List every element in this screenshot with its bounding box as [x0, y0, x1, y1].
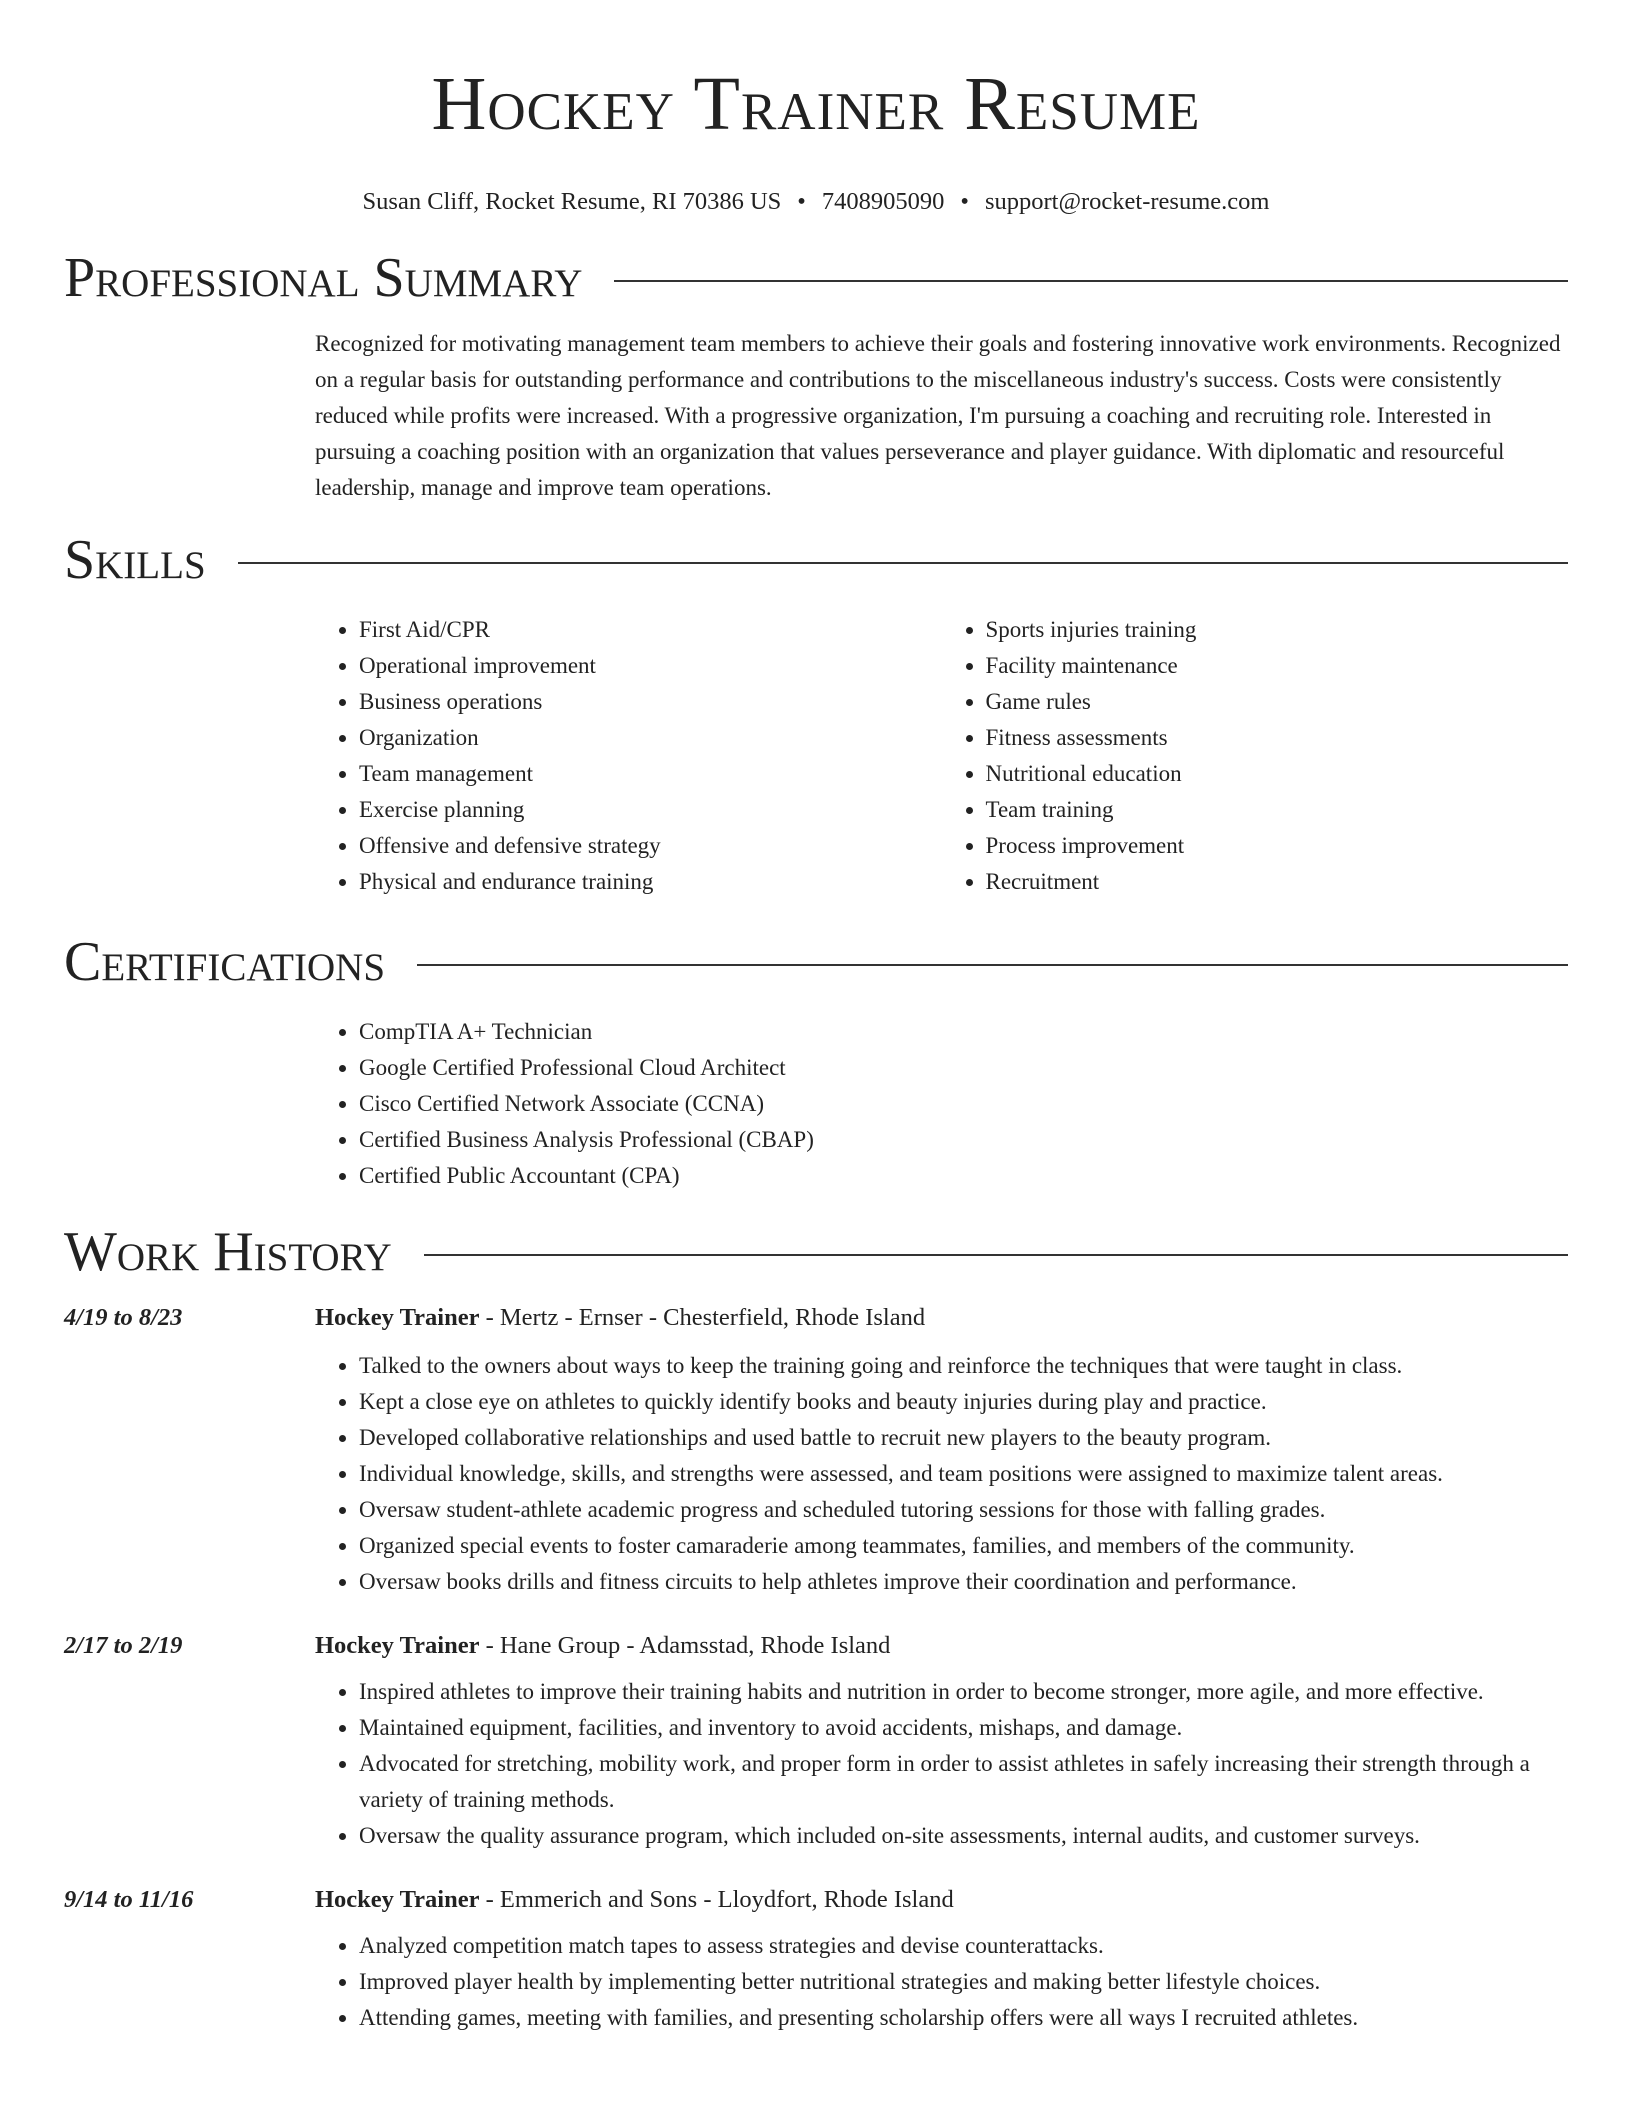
skills-list-right — [942, 612, 1569, 900]
certification-item: • Certified Business Analysis Professional (CBAP) — [359, 1122, 1568, 1158]
skill-item: • Operational improvement — [359, 648, 942, 684]
job-bullet: • Analyzed competition match tapes to assess strategies and devise counterattacks. — [359, 1928, 1568, 1964]
job-title: Hockey Trainer — [315, 1632, 480, 1659]
job-bullet-list — [315, 1928, 1568, 2036]
section-divider — [417, 964, 1568, 966]
skill-item: • Recruitment — [986, 864, 1569, 900]
certifications-list — [315, 1014, 1568, 1194]
certification-item: • Google Certified Professional Cloud Architect — [359, 1050, 1568, 1086]
skill-item: • Exercise planning — [359, 792, 942, 828]
skills-grid — [315, 612, 1568, 900]
skill-item: • First Aid/CPR — [359, 612, 942, 648]
contact-separator: • — [797, 188, 806, 215]
job-bullet: • Oversaw student-athlete academic progress and scheduled tutoring sessions for those with falling grades. — [359, 1492, 1568, 1528]
skills-list-left — [315, 612, 942, 900]
job-bullet: • Oversaw books drills and fitness circuits to help athletes improve their coordination and performance. — [359, 1564, 1568, 1600]
skill-item: • Facility maintenance — [986, 648, 1569, 684]
certifications-section-header — [64, 930, 1568, 994]
job-bullet: • Kept a close eye on athletes to quickly identify books and beauty injuries during play and practice. — [359, 1384, 1568, 1420]
summary-text: Recognized for motivating management team members to achieve their goals and fostering innovative work environments. Recognized on a regular basis for outstanding performance and contributions to the miscellaneous industry's success. Costs were consistently reduced while profits were increased. With a progressive organization, I'm pursuing a coaching and recruiting role. Interested in pursuing a coaching position with an organization that values perseverance and player guidance. With diplomatic and resourceful leadership, manage and improve team operations. — [315, 331, 1561, 500]
job-header — [64, 1304, 1568, 1332]
skill-item: • Physical and endurance training — [359, 864, 942, 900]
skill-item: • Business operations — [359, 684, 942, 720]
job-bullet: • Advocated for stretching, mobility work, and proper form in order to assist athletes in safely increasing their strength through a variety of training methods. — [359, 1746, 1568, 1818]
job-bullet: • Maintained equipment, facilities, and inventory to avoid accidents, mishaps, and damage. — [359, 1710, 1568, 1746]
certifications-heading: Certifications — [64, 931, 386, 993]
skill-item: • Process improvement — [986, 828, 1569, 864]
skills-section-header — [64, 528, 1568, 592]
job-dates: 9/14 to 11/16 — [64, 1886, 194, 1913]
summary-heading: Professional Summary — [64, 247, 583, 309]
certification-item: • CompTIA A+ Technician — [359, 1014, 1568, 1050]
job-title-line — [315, 1632, 890, 1660]
job-bullet: • Inspired athletes to improve their training habits and nutrition in order to become stronger, more agile, and more effective. — [359, 1674, 1568, 1710]
skill-item: • Team management — [359, 756, 942, 792]
job-employer: - Hane Group - Adamsstad, Rhode Island — [479, 1632, 891, 1659]
job-entry — [64, 1886, 1568, 2036]
resume-title: Hockey Trainer Resume — [431, 62, 1201, 146]
skill-item: • Offensive and defensive strategy — [359, 828, 942, 864]
job-title-line — [315, 1886, 954, 1914]
job-bullet-list — [315, 1348, 1568, 1600]
job-header — [64, 1886, 1568, 1914]
section-divider — [424, 1254, 1568, 1256]
job-bullet: • Individual knowledge, skills, and strengths were assessed, and team positions were assigned to maximize talent areas. — [359, 1456, 1568, 1492]
job-bullet: • Organized special events to foster camaraderie among teammates, families, and members of the community. — [359, 1528, 1568, 1564]
job-header — [64, 1632, 1568, 1660]
section-divider — [614, 280, 1568, 282]
job-title: Hockey Trainer — [315, 1886, 480, 1913]
work-heading: Work History — [64, 1221, 392, 1283]
job-employer: - Emmerich and Sons - Lloydfort, Rhode Island — [479, 1886, 954, 1913]
job-bullet: • Attending games, meeting with families, and presenting scholarship offers were all ways I recruited athletes. — [359, 2000, 1568, 2036]
job-entry — [64, 1304, 1568, 1600]
job-duties — [315, 1928, 1568, 2036]
certification-item: • Cisco Certified Network Associate (CCNA) — [359, 1086, 1568, 1122]
job-dates: 2/17 to 2/19 — [64, 1632, 183, 1659]
contact-email: support@rocket-resume.com — [984, 188, 1270, 215]
job-entry — [64, 1632, 1568, 1854]
job-title-line — [315, 1304, 925, 1332]
job-duties — [315, 1674, 1568, 1854]
certifications-body — [315, 1014, 1568, 1194]
skill-item: • Sports injuries training — [986, 612, 1569, 648]
skill-item: • Game rules — [986, 684, 1569, 720]
job-dates: 4/19 to 8/23 — [64, 1304, 183, 1331]
skill-item: • Organization — [359, 720, 942, 756]
job-title: Hockey Trainer — [315, 1304, 480, 1331]
certification-item: • Certified Public Accountant (CPA) — [359, 1158, 1568, 1194]
job-bullet: • Improved player health by implementing better nutritional strategies and making better lifestyle choices. — [359, 1964, 1568, 2000]
job-bullet: • Developed collaborative relationships and used battle to recruit new players to the beauty program. — [359, 1420, 1568, 1456]
job-bullet: • Talked to the owners about ways to keep the training going and reinforce the techniques that were taught in class. — [359, 1348, 1568, 1384]
summary-body — [315, 326, 1568, 506]
resume-page — [64, 0, 1568, 2036]
summary-section-header — [64, 246, 1568, 310]
job-employer: - Mertz - Ernser - Chesterfield, Rhode Island — [479, 1304, 926, 1331]
contact-address: Susan Cliff, Rocket Resume, RI 70386 US — [362, 188, 782, 215]
skills-heading: Skills — [64, 529, 206, 591]
skill-item: • Team training — [986, 792, 1569, 828]
contact-separator: • — [960, 188, 969, 215]
job-bullet: • Oversaw the quality assurance program, which included on-site assessments, internal audits, and customer surveys. — [359, 1818, 1568, 1854]
job-bullet-list — [315, 1674, 1568, 1854]
section-divider — [238, 562, 1568, 564]
skill-item: • Fitness assessments — [986, 720, 1569, 756]
work-section-header — [64, 1220, 1568, 1284]
contact-line — [64, 186, 1568, 218]
job-duties — [315, 1348, 1568, 1600]
skill-item: • Nutritional education — [986, 756, 1569, 792]
contact-phone: 7408905090 — [821, 188, 945, 215]
